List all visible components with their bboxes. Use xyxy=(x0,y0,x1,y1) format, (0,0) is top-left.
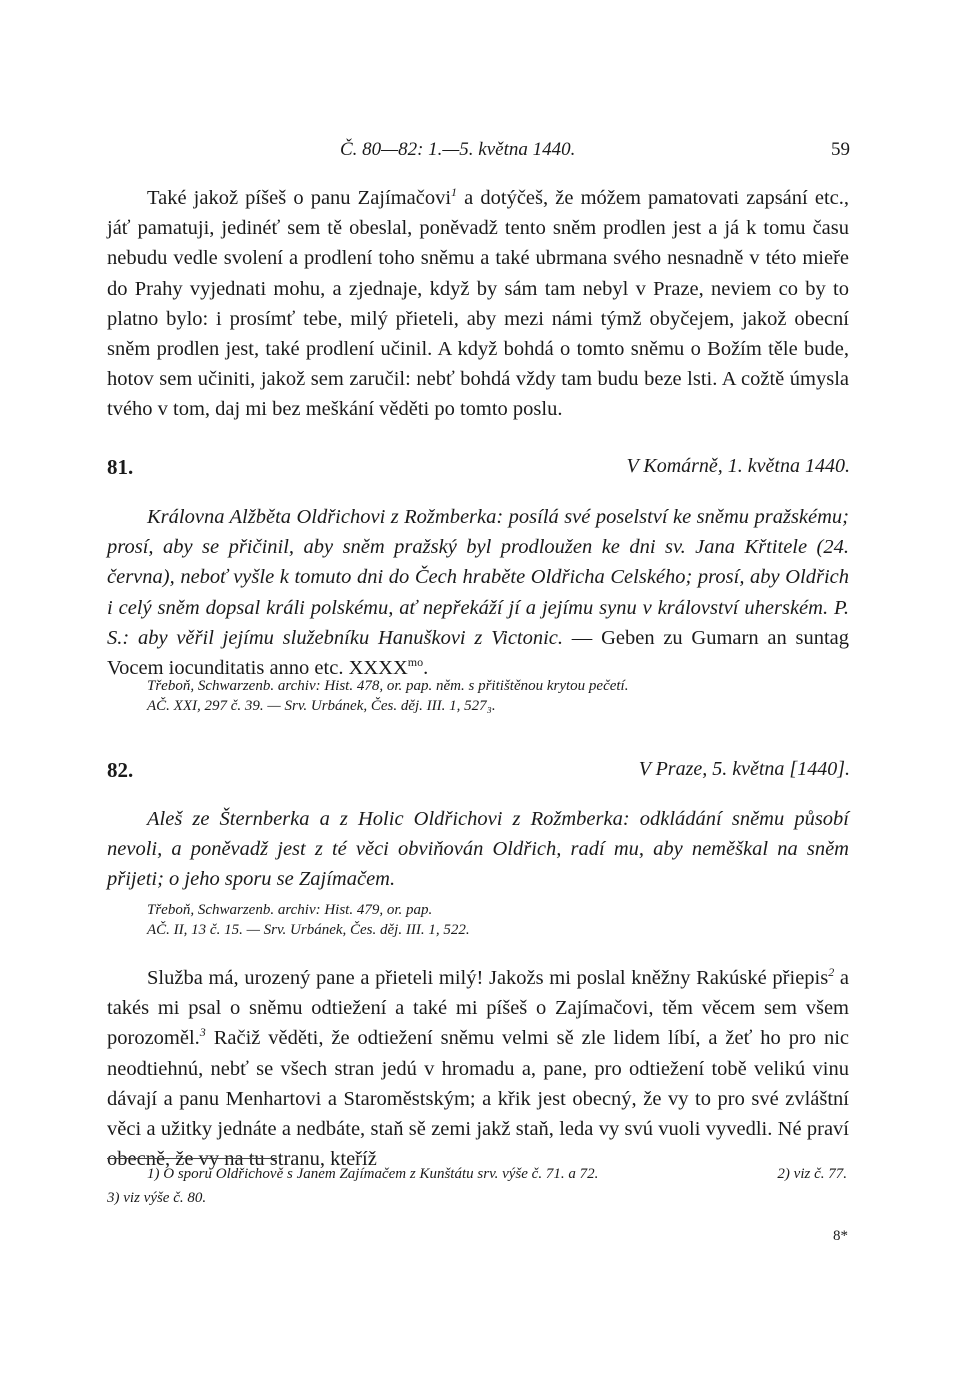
document-number: 81. xyxy=(107,455,134,479)
footnotes xyxy=(107,1162,847,1210)
footnote-line xyxy=(107,1162,847,1186)
regest-end: . xyxy=(423,657,429,680)
place-date: V Komárně, 1. května 1440. xyxy=(626,455,850,477)
footnote-2: 2) viz č. 77. xyxy=(777,1166,847,1182)
archive-line: Třeboň, Schwarzenb. archiv: Hist. 479, or. pap. xyxy=(147,902,433,918)
footnote-mark: 1 xyxy=(451,185,458,200)
continuation-text-b: a dotýčeš, že móžem pamatovati zapsání etc., jáť pamatuji, jedinéť sem tě obeslal, poněvadž tento sněm prodlen jest a já k tomu času nebudu vedle svolení a prodlení toho sněmu a také ubrmana svého nesnadně v této mieře do Prahy vyjednati mohu, a zjednaje, když by sám tam nebyl v Praze, neviem co by to platno bylo: i prosímť tebe, milý přieteli, aby mezi námi týmž obyčejem, jakož obecní sněm prodlen jest, také prodlení učinil. A když bohdá o tomto sněmu o Božím těle bude, hotov sem učiniti, jakož sem zaručil: nebť bohdá vždy tam budu beze lsti. A cožtě úmysla tvého v tom, daj mi bez meškání věděti po tomto poslu. xyxy=(107,187,849,421)
running-header: Č. 80—82: 1.—5. května 1440. xyxy=(340,139,576,160)
footnote-mark: 3 xyxy=(199,1025,206,1040)
archive-note xyxy=(147,900,847,940)
archive-line: AČ. II, 13 č. 15. — Srv. Urbánek, Čes. děj. III. 1, 522. xyxy=(147,922,470,938)
archive-line: Třeboň, Schwarzenb. archiv: Hist. 478, or. pap. něm. s přitištěnou krytou pečetí. xyxy=(147,678,629,694)
archive-line: AČ. XXI, 297 č. 39. — Srv. Urbánek, Čes. děj. III. 1, 527₃. xyxy=(147,698,496,714)
footnote-1: 1) O sporu Oldřichově s Janem Zajímačem z Kunštátu srv. výše č. 71. a 72. xyxy=(147,1166,599,1182)
document-number: 82. xyxy=(107,758,134,782)
superscript: mo xyxy=(407,655,424,670)
signature-mark: 8* xyxy=(833,1228,848,1244)
footnote-divider xyxy=(107,1158,277,1159)
place-date: V Praze, 5. května [1440]. xyxy=(638,758,850,780)
regest-paragraph xyxy=(107,502,849,683)
continuation-text-a: Také jakož píšeš o panu Zajímačovi xyxy=(147,187,452,209)
letter-text-c: Račiž věděti, že odtiežení sněmu velmi sě zle lidem líbí, a žeť ho pro nic neodtiehnú, nebť se všech stran jedú v hromadu a, pane, pro odtiežení tobě velikú vinu dávají a panu Menhartovi a Staroměstským; a křik jest obecný, že vy to pro své zvláštní věci a užitky jednáte a nedbáte, staň sě zemi jakž staň, leda vy svú vuoli vyvedli. Né praví obecně, že vy na tu stranu, kteříž xyxy=(107,1027,849,1171)
regest-text: Královna Alžběta Oldřichovi z Rožmberka: posílá své poselství ke sněmu pražskému; prosí, aby se přičinil, aby sněm pražský byl prodloužen ke dni sv. Jana Křtitele (24. června), neboť vyšle k tomuto dni do Čech hraběte Oldřicha Celského; prosí, aby Oldřich i celý sněm dopsal králi polskému, ať nepřekáží jí a jejímu synu v království uherském. P. S.: aby věřil jejímu služebníku Hanuškovi z Victonic. xyxy=(107,506,849,649)
regest-latin: — Geben zu Gumarn an suntag Vocem iocunditatis anno etc. XXXX xyxy=(107,626,850,680)
letter-text-b: a takés mi psal o sněmu odtiežení a také mi píšeš o Zajímačovi, těm věcem sem všem porozoměl. xyxy=(107,967,849,1050)
regest-paragraph: Aleš ze Šternberka a z Holic Oldřichovi z Rožmberka: odkládání sněmu působí nevoli, a poněvadž jest z té věci obviňován Oldřich, radí mu, aby neměškal na sněm přijeti; o jeho sporu se Zajímačem. xyxy=(107,808,849,891)
archive-note xyxy=(147,676,847,716)
continuation-paragraph xyxy=(107,183,849,425)
letter-paragraph xyxy=(107,963,849,1174)
footnote-3: 3) viz výše č. 80. xyxy=(107,1190,207,1206)
page-number: 59 xyxy=(831,139,850,160)
footnote-mark: 2 xyxy=(828,965,835,980)
letter-text-a: Služba má, urozený pane a přieteli milý! Jakožs mi poslal kněžny Rakúské přiepis xyxy=(147,967,829,989)
